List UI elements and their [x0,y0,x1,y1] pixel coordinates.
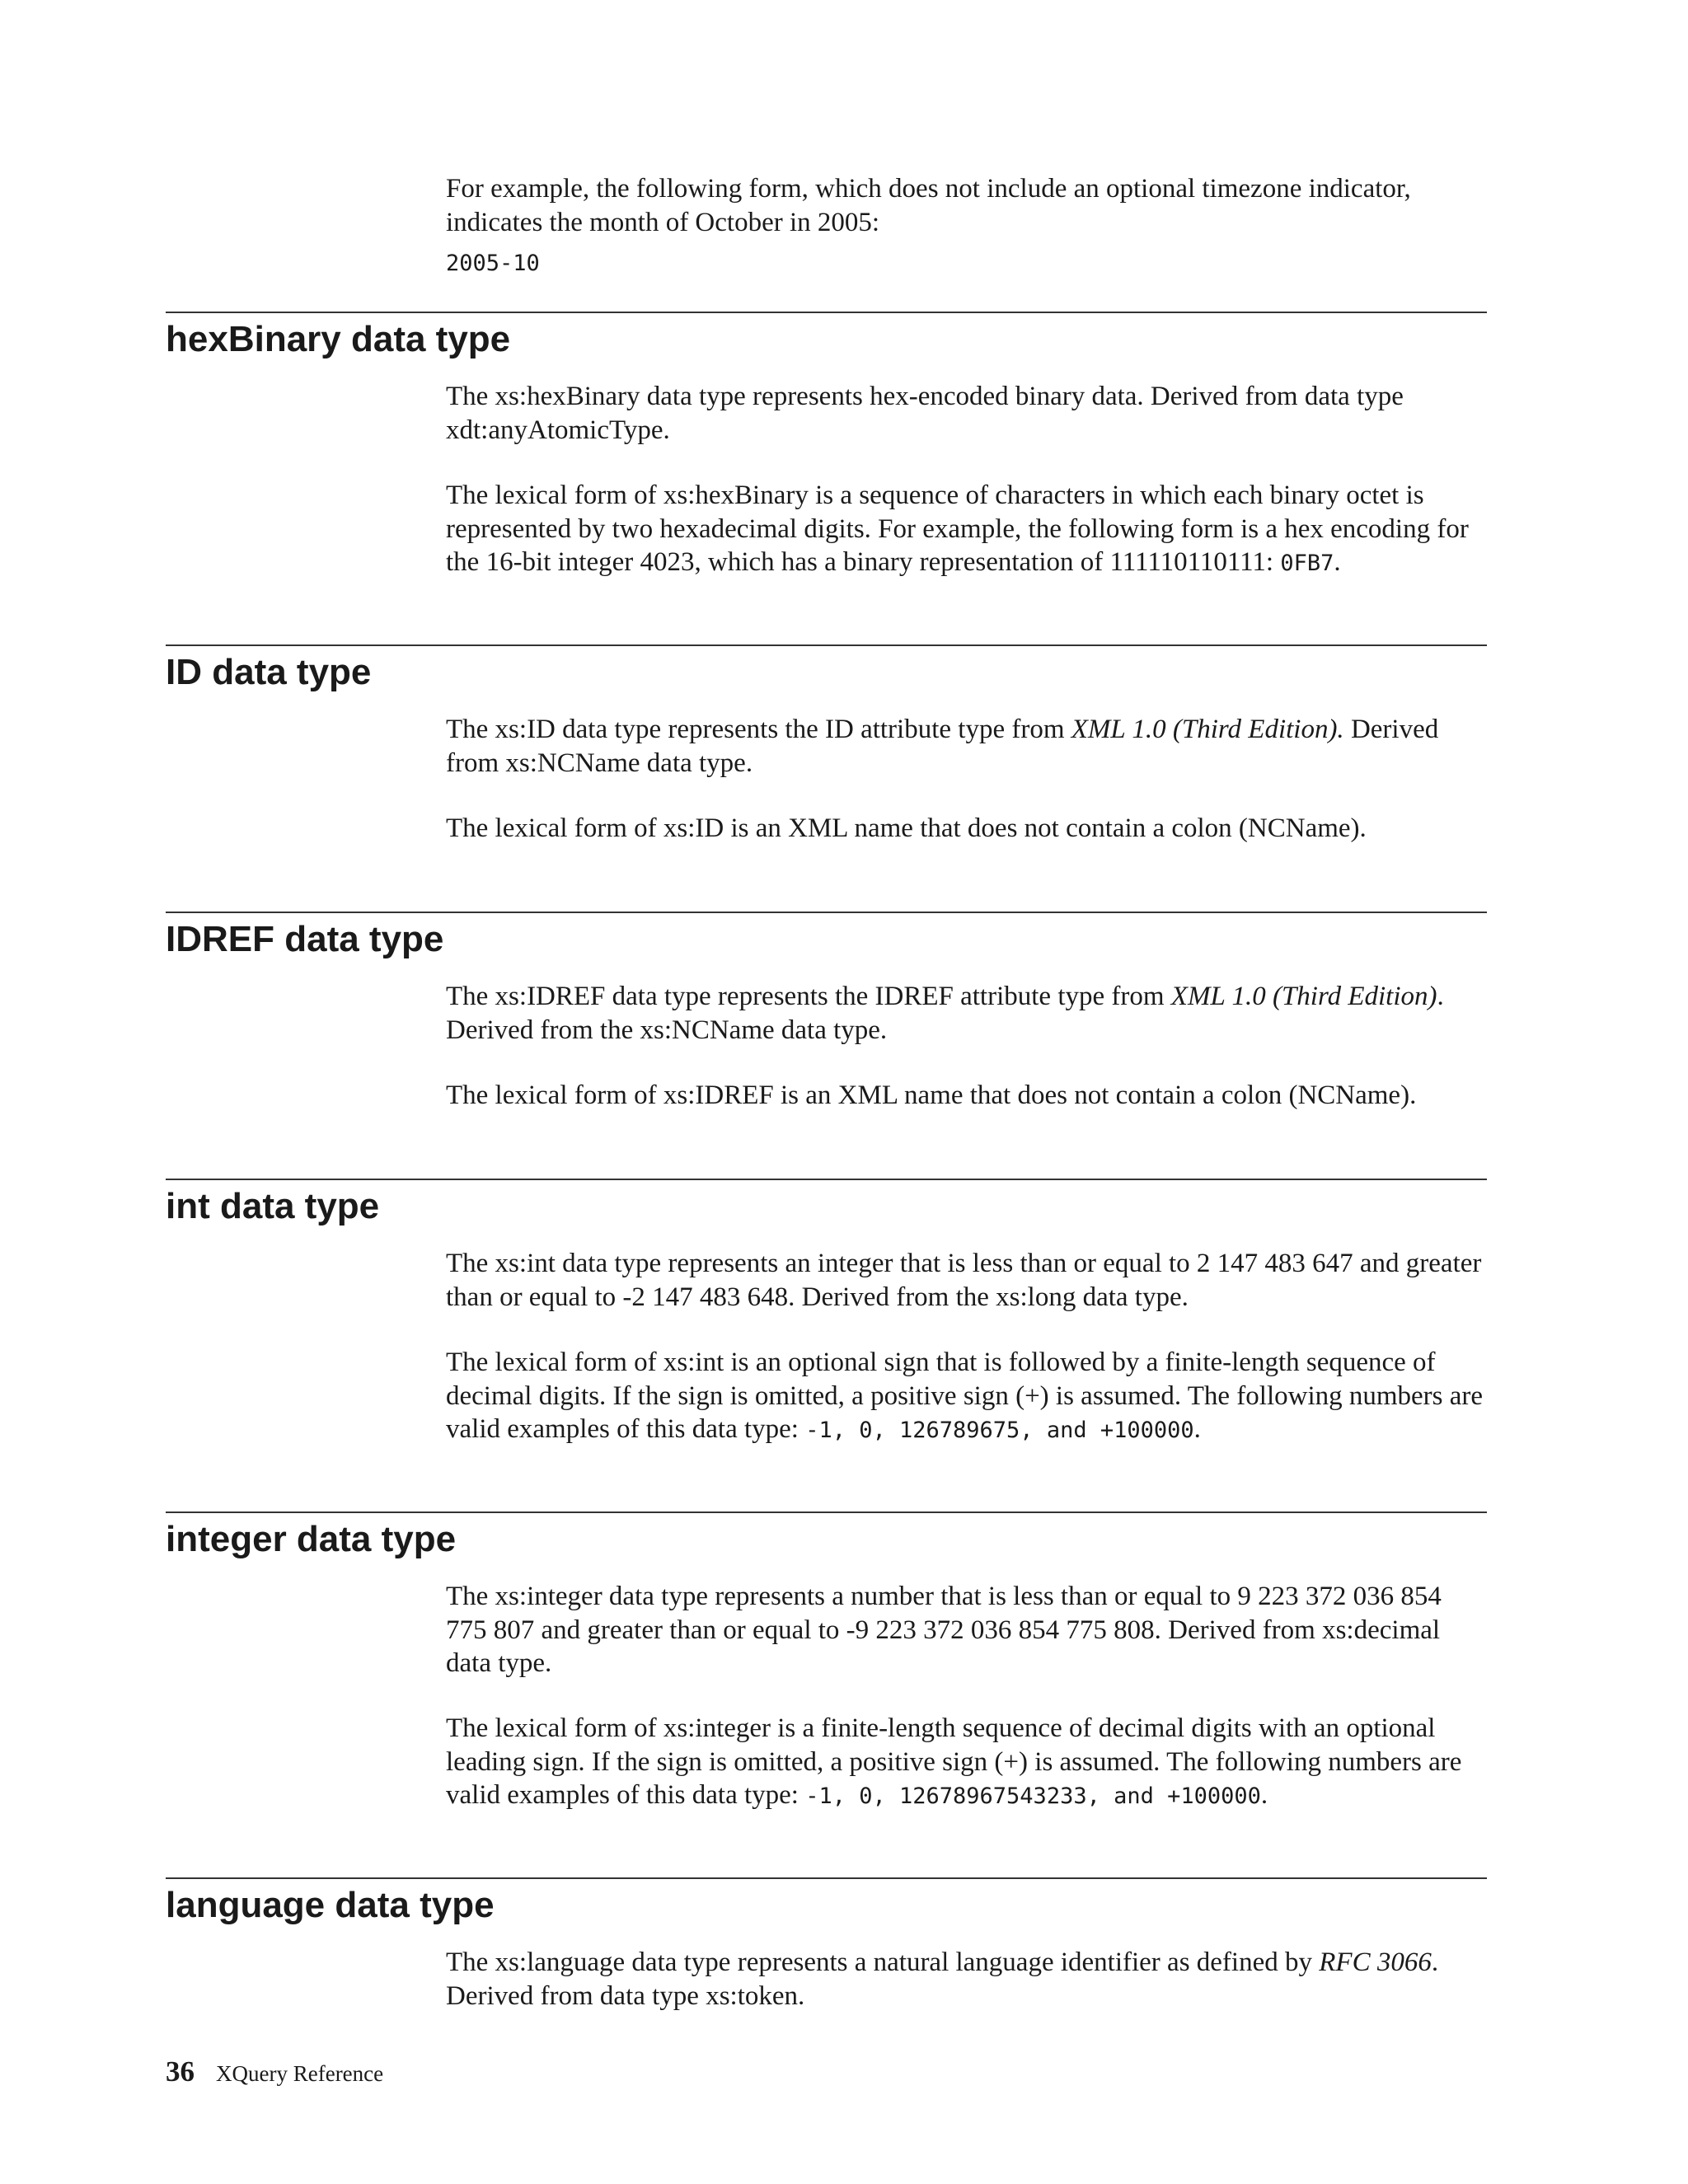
id-lexical-form: The lexical form of xs:ID is an XML name that does not contain a colon (NCName). [446,813,1367,843]
id-description-text: The xs:ID data type represents the ID attribute type from [446,715,1071,744]
heading-integer: integer data type [166,1519,457,1559]
int-code-examples: -1, 0, 126789675, and +100000 [805,1418,1194,1443]
heading-idref: IDREF data type [166,919,444,959]
section-divider [166,1511,1487,1513]
section-divider [166,312,1487,313]
heading-id: ID data type [166,652,372,692]
integer-code-examples: -1, 0, 12678967543233, and +100000 [805,1783,1261,1809]
id-description-end: Derived from xs:NCName data type. [446,715,1439,778]
int-lexical-form [446,1346,1489,1448]
heading-hexbinary: hexBinary data type [166,319,511,359]
section-divider [166,1179,1487,1180]
integer-end: . [1260,1780,1268,1810]
language-description [446,1946,1489,2013]
id-description [446,713,1489,780]
hexbinary-code: 0FB7 [1280,551,1334,576]
intro-paragraph: For example, the following form, which does not include an optional timezone indicator, indicates the month of October in 2005: [446,174,1411,237]
page-number: 36 [166,2055,195,2088]
section-divider [166,1877,1487,1879]
idref-description-text: The xs:IDREF data type represents the IDREF attribute type from [446,982,1171,1011]
hexbinary-lexical-form [446,479,1489,581]
idref-spec-reference: XML 1.0 (Third Edition) [1170,982,1437,1011]
idref-description [446,980,1489,1047]
language-rfc-reference: RFC 3066 [1319,1947,1432,1977]
heading-int: int data type [166,1186,380,1226]
intro-code-example: 2005-10 [446,251,540,276]
int-end: . [1193,1414,1201,1444]
section-divider [166,912,1487,913]
hexbinary-lexical-text: The lexical form of xs:hexBinary is a sequence of characters in which each binary octet is represented by two hexadecimal digits. For example, the following form is a hex encoding for the 16-bit integer 4023, which has a binary representation of 111110110111: [446,480,1469,577]
heading-language: language data type [166,1885,495,1925]
hexbinary-end: . [1334,547,1341,577]
section-divider [166,644,1487,646]
hexbinary-description: The xs:hexBinary data type represents hex-encoded binary data. Derived from data type xdt:anyAtomicType. [446,382,1404,445]
int-lexical-text: The lexical form of xs:int is an optional sign that is followed by a finite-length sequence of decimal digits. If the sign is omitted, a positive sign (+) is assumed. The following numbers are valid examples of this data type: [446,1347,1484,1444]
int-description: The xs:int data type represents an integer that is less than or equal to 2 147 483 647 and greater than or equal to -2 147 483 648. Derived from the xs:long data type. [446,1249,1482,1312]
idref-lexical-form: The lexical form of xs:IDREF is an XML name that does not contain a colon (NCName). [446,1080,1417,1110]
integer-lexical-text: The lexical form of xs:integer is a finite-length sequence of decimal digits with an optional leading sign. If the sign is omitted, a positive sign (+) is assumed. The following numbers are valid examples of this data type: [446,1713,1462,1810]
language-description-end: . Derived from data type xs:token. [446,1947,1439,2011]
integer-description: The xs:integer data type represents a number that is less than or equal to 9 223 372 036 854 775 807 and greater than or equal to -9 223 372 036 854 775 808. Derived from xs:decimal data type. [446,1582,1442,1678]
document-title: XQuery Reference [216,2061,384,2086]
idref-description-end: . Derived from the xs:NCName data type. [446,982,1444,1045]
language-description-text: The xs:language data type represents a natural language identifier as defined by [446,1947,1320,1977]
id-spec-reference: XML 1.0 (Third Edition). [1071,715,1344,744]
integer-lexical-form [446,1712,1489,1814]
page-footer [166,2055,383,2088]
